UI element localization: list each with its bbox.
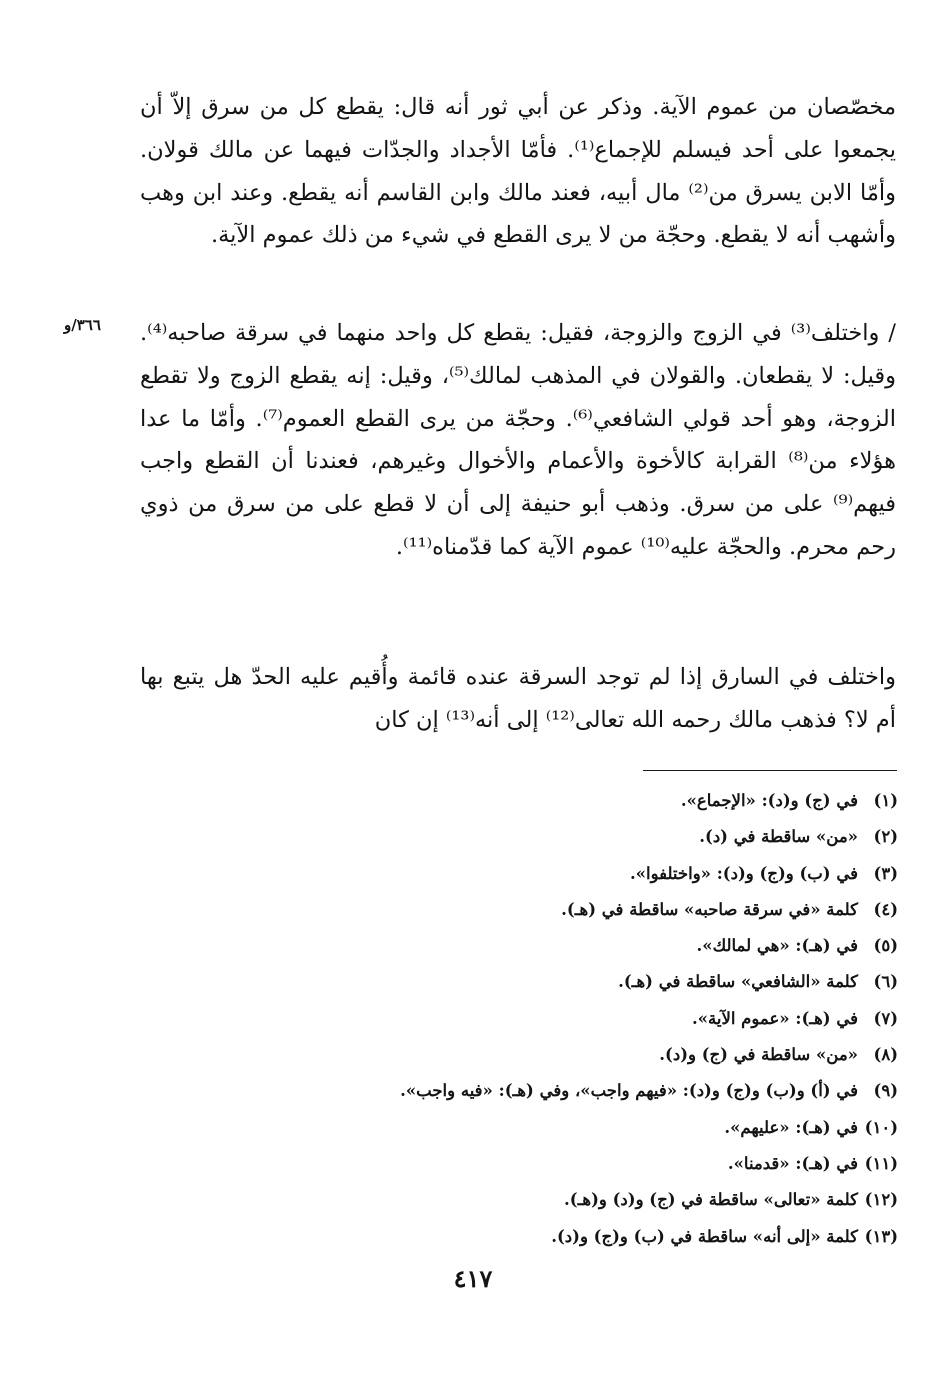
footnote-text: في (هـ): «عموم الآية». <box>691 1008 858 1028</box>
footnote-text: «من» ساقطة في (ج) و(د). <box>659 1045 858 1065</box>
footnote-number: (٩) <box>873 1081 898 1101</box>
footnote-text: في (ج) و(د): «الإجماع». <box>680 791 858 810</box>
footnote-item <box>258 783 898 819</box>
footnote-text: كلمة «في سرقة صاحبه» ساقطة في (هـ). <box>561 899 858 919</box>
footnote-item <box>258 1219 898 1255</box>
footnote-number: (٥) <box>873 936 898 956</box>
footnote-number: (١٣) <box>864 1226 898 1246</box>
footnote-item <box>258 1073 898 1109</box>
footnote-number: (١٢) <box>864 1190 898 1210</box>
footnote-number: (١١) <box>864 1153 898 1173</box>
footnote-item <box>258 1146 898 1182</box>
footnote-item <box>258 892 898 928</box>
footnote-item <box>258 1037 898 1073</box>
footnote-number: (١) <box>873 791 898 810</box>
footnote-text: كلمة «تعالى» ساقطة في (ج) و(د) و(هـ). <box>564 1190 858 1210</box>
footnote-text: في (هـ): «قدمنا». <box>727 1153 858 1173</box>
body-paragraph-1: مخصّصان من عموم الآية. وذكر عن أبي ثور أنه قال: يقطع كل من سرق إلاّ أن يجمعوا على أحد فيسلم للإجماع⁽¹⁾. فأمّا الأجداد والجدّات فيهما عن مالك قولان. وأمّا الابن يسرق من⁽²⁾ مال أبيه، فعند مالك وابن القاسم أنه يقطع. وعند ابن وهب وأشهب أنه لا يقطع. وحجّة من لا يرى القطع في شيء من ذلك عموم الآية. <box>140 94 896 249</box>
footnote-number: (٨) <box>873 1045 898 1065</box>
footnote-item <box>258 819 898 855</box>
footnote-separator <box>643 770 897 771</box>
body-paragraph-2: / واختلف⁽³⁾ في الزوج والزوجة، فقيل: يقطع كل واحد منهما في سرقة صاحبه⁽⁴⁾. وقيل: لا يقطعان. والقولان في المذهب لمالك⁽⁵⁾، وقيل: إنه يقطع الزوج ولا تقطع الزوجة، وهو أحد قولي الشافعي⁽⁶⁾. وحجّة من يرى القطع العموم⁽⁷⁾. وأمّا ما عدا هؤلاء من⁽⁸⁾ القرابة كالأخوة والأعمام والأخوال وغيرهم، فعندنا أن القطع واجب فيهم⁽⁹⁾ على من سرق. وذهب أبو حنيفة إلى أن لا قطع على من سرق من ذوي رحم محرم. والحجّة عليه⁽¹⁰⁾ عموم الآية كما قدّمناه⁽¹¹⁾. <box>140 320 896 560</box>
footnote-text: في (أ) و(ب) و(ج) و(د): «فيهم واجب»، وفي (هـ): «فيه واجب». <box>400 1081 858 1101</box>
footnote-text: في (هـ): «عليهم». <box>724 1117 858 1137</box>
footnote-number: (٣) <box>873 863 898 883</box>
footnote-item <box>258 1110 898 1146</box>
footnote-number: (١٠) <box>864 1117 898 1137</box>
footnote-number: (٦) <box>873 972 898 992</box>
footnote-number: (٤) <box>873 899 898 919</box>
footnote-text: في (ب) و(ج) و(د): «واختلفوا». <box>629 863 858 883</box>
footnote-text: كلمة «الشافعي» ساقطة في (هـ). <box>618 972 858 992</box>
footnote-text: في (هـ): «هي لمالك». <box>696 936 858 956</box>
footnote-item <box>258 964 898 1000</box>
footnote-item <box>258 1182 898 1218</box>
footnote-number: (٢) <box>873 827 898 847</box>
footnotes-list <box>258 783 898 1255</box>
footnote-text: «من» ساقطة في (د). <box>699 827 858 847</box>
body-paragraph-3: واختلف في السارق إذا لم توجد السرقة عنده قائمة وأُقيم عليه الحدّ هل يتبع بها أم لا؟ فذهب مالك رحمه الله تعالى⁽¹²⁾ إلى أنه⁽¹³⁾ إن كان <box>140 664 896 733</box>
page-number: ٤١٧ <box>453 1264 493 1293</box>
footnote-number: (٧) <box>873 1008 898 1028</box>
footnote-text: كلمة «إلى أنه» ساقطة في (ب) و(ج) و(د). <box>551 1226 858 1246</box>
footnote-item <box>258 856 898 892</box>
footnote-item <box>258 1001 898 1037</box>
footnote-item <box>258 928 898 964</box>
margin-folio-note: ٣٦٦/و <box>64 316 101 334</box>
